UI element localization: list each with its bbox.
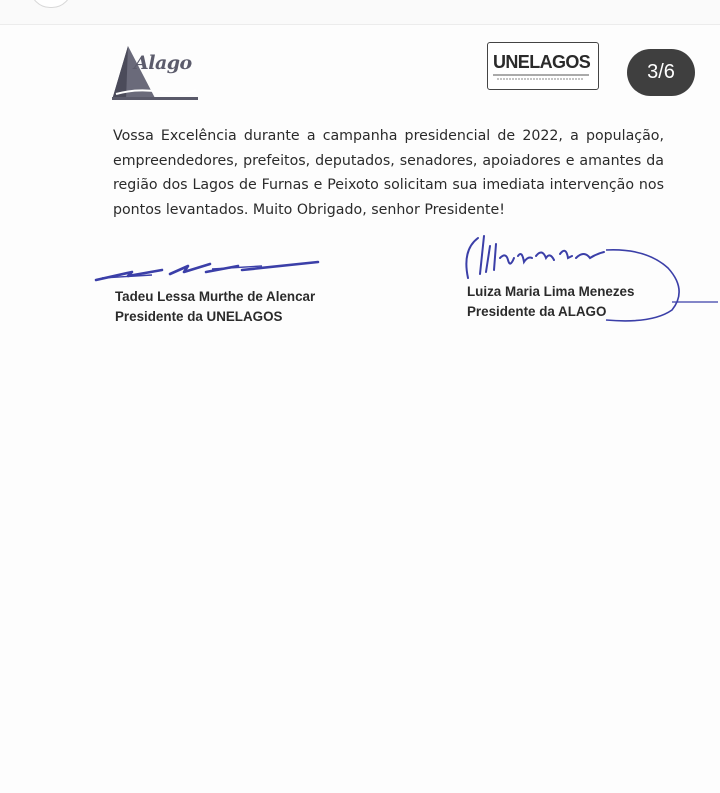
page-indicator-badge: 3/6: [627, 49, 695, 96]
left-signature-icon: [92, 258, 322, 284]
left-signer-title: Presidente da UNELAGOS: [115, 309, 283, 324]
left-signer-name: Tadeu Lessa Murthe de Alencar: [115, 289, 316, 304]
right-signer-name: Luiza Maria Lima Menezes: [467, 284, 635, 299]
unelagos-logo-underline-icon: [493, 73, 591, 83]
alago-logo-text: Alago: [134, 52, 192, 74]
right-signer-title: Presidente da ALAGO: [467, 304, 607, 319]
unelagos-logo-text: UNELAGOS: [493, 52, 591, 72]
letter-body: Vossa Excelência durante a campanha presidencial de 2022, a população, empreendedores, prefeitos, deputados, senadores, apoiadores e amantes da região dos Lagos de Furnas e Peixoto solicitam sua imediata intervenção nos pontos levantados. Muito Obrigado, senhor Presidente!: [113, 128, 664, 218]
top-bar: [0, 0, 720, 25]
